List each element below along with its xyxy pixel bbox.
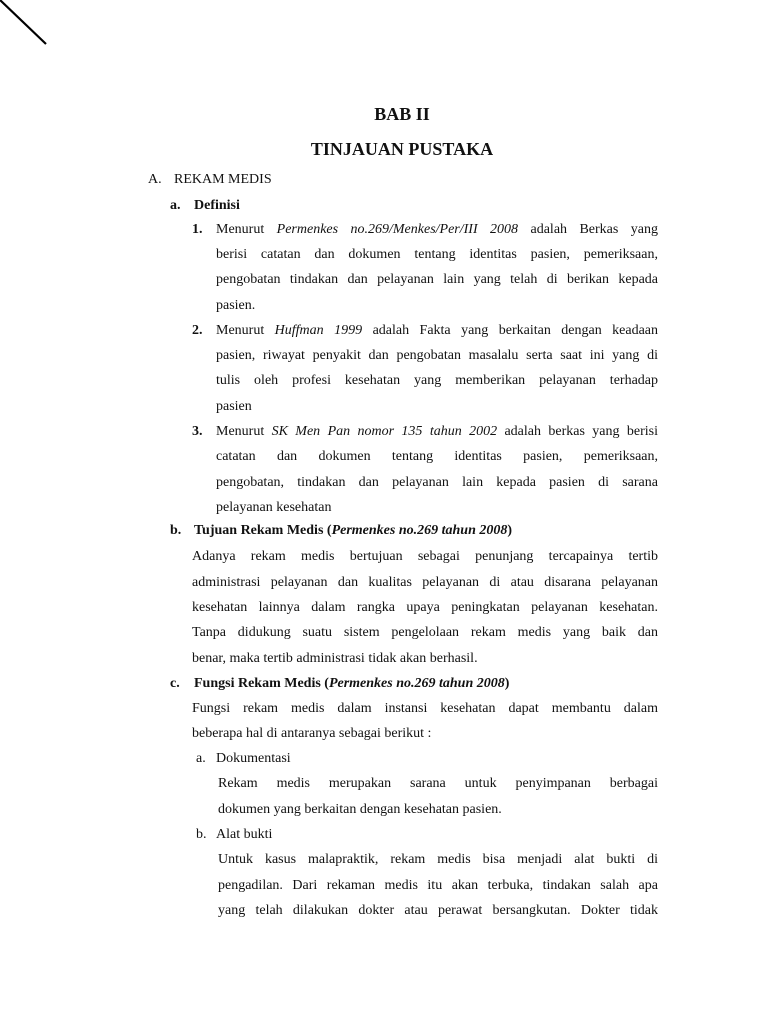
subsection-label: a.	[170, 198, 181, 213]
list-item-line: pengobatan tindakan dan pelayanan lain yang telah di berikan kepada	[216, 272, 658, 287]
list-item-line: pasien, riwayat penyakit dan pengobatan masalalu serta saat ini yang di	[216, 348, 658, 363]
chapter-title: TINJAUAN PUSTAKA	[310, 139, 494, 159]
subsection-label: b.	[170, 523, 182, 538]
list-item-line: berisi catatan dan dokumen tentang identitas pasien, pemeriksaan,	[216, 247, 658, 262]
sub-list-title: Dokumentasi	[216, 751, 291, 766]
list-number: 3.	[192, 424, 203, 439]
paragraph-line: administrasi pelayanan dan kualitas pelayanan di atau disarana pelayanan	[192, 575, 658, 590]
list-item-first-line: Menurut SK Men Pan nomor 135 tahun 2002 adalah berkas yang berisi	[216, 424, 658, 439]
section-title: REKAM MEDIS	[174, 172, 272, 187]
sub-list-label: a.	[196, 751, 206, 766]
paragraph-line: benar, maka tertib administrasi tidak akan berhasil.	[192, 651, 478, 666]
list-number: 2.	[192, 323, 203, 338]
section-label: A.	[148, 172, 162, 187]
list-number: 1.	[192, 222, 203, 237]
sub-list-line: Rekam medis merupakan sarana untuk penyimpanan berbagai	[218, 776, 658, 791]
list-item-first-line: Menurut Huffman 1999 adalah Fakta yang berkaitan dengan keadaan	[216, 323, 659, 338]
subsection-title: Definisi	[194, 198, 240, 213]
list-item-line: catatan dan dokumen tentang identitas pasien, pemeriksaan,	[216, 449, 658, 464]
sub-list-line: pengadilan. Dari rekaman medis itu akan terbuka, tindakan salah apa	[218, 878, 658, 893]
list-item-first-line: Menurut Permenkes no.269/Menkes/Per/III 2008 adalah Berkas yang	[216, 222, 658, 237]
list-item-line: tulis oleh profesi kesehatan yang memberikan pelayanan terhadap	[216, 373, 658, 388]
list-item-line: pasien	[216, 399, 252, 414]
sub-list-title: Alat bukti	[216, 827, 273, 842]
chapter-number: BAB II	[374, 104, 430, 124]
paragraph-line: beberapa hal di antaranya sebagai berikut :	[192, 726, 432, 741]
list-item-line: pelayanan kesehatan	[216, 500, 332, 515]
sub-list-label: b.	[196, 827, 207, 842]
paragraph-line: Tanpa didukung suatu sistem pengelolaan rekam medis yang baik dan	[192, 625, 658, 640]
paragraph-line: kesehatan lainnya dalam rangka upaya peningkatan pelayanan kesehatan.	[192, 600, 658, 615]
sub-list-line: Untuk kasus malapraktik, rekam medis bisa menjadi alat bukti di	[218, 852, 658, 867]
sub-list-line: dokumen yang berkaitan dengan kesehatan pasien.	[218, 802, 502, 817]
subsection-title: Tujuan Rekam Medis (Permenkes no.269 tahun 2008)	[194, 523, 513, 538]
sub-list-line: yang telah dilakukan dokter atau perawat bersangkutan. Dokter tidak	[218, 903, 658, 918]
list-item-line: pasien.	[216, 298, 256, 313]
corner-scan-mark	[0, 0, 60, 60]
paragraph-line: Adanya rekam medis bertujuan sebagai penunjang tercapainya tertib	[192, 549, 658, 564]
list-item-line: pengobatan, tindakan dan pelayanan lain kepada pasien di sarana	[216, 475, 658, 490]
paragraph-line: Fungsi rekam medis dalam instansi kesehatan dapat membantu dalam	[192, 701, 658, 716]
subsection-label: c.	[170, 676, 180, 691]
subsection-title: Fungsi Rekam Medis (Permenkes no.269 tahun 2008)	[194, 676, 510, 691]
